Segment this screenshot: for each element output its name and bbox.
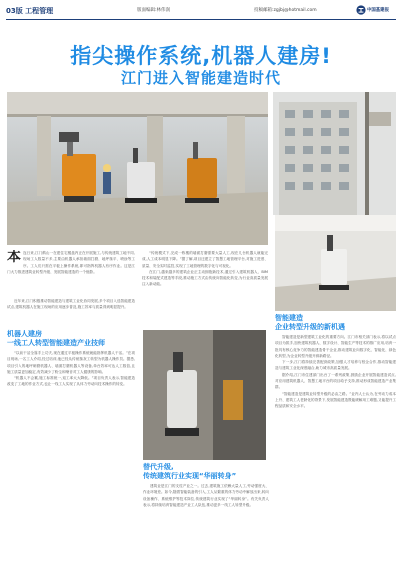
paragraph: 近年来,江门积极推动智能建造与建筑工业化协同发展,多个项目入选智能建造试点,建筑机器人在施工现场的应用逐步普及,施工效率与质量得到明显提升。	[7, 299, 135, 310]
column-1-section-text	[7, 350, 135, 470]
paragraph: 下一步,江门将持续完善配套政策,加强人才培养与校企合作,推动智能建造与建筑工业化深度融合,助力城市高质量发展。	[275, 360, 396, 371]
section-1-title: 机器人建房	[7, 330, 42, 338]
section-3-subtitle: 传统建筑行业实现“华丽转身”	[143, 471, 237, 480]
paragraph: 智能建造是新型建筑工业化的重要方向。江门市相关部门表示,将以试点项目为抓手,加快建筑机器人、数字设计、智能生产等技术的推广应用,培育一批具有核心竞争力的智能建造骨干企业,推动建筑业向数字化、智能化、绿色化转型,为企业转型升级开辟新路径。	[275, 335, 396, 358]
section-2-subtitle: 企业转型升级的新机遇	[275, 322, 345, 331]
paragraph: 在江门,越来越多的建筑企业正主动拥抱新技术,通过引入建筑机器人、BIM技术和装配式建造等手段,推动施工方式由传统向智能化转变,为行业高质量发展注入新动能。	[142, 269, 268, 287]
submission-email: 投稿邮箱:zgjbj@hotmail.com	[254, 8, 317, 13]
section-1-subtitle: 一线工人转型智能建造产业技师	[7, 338, 105, 347]
intro-paragraph: 连日来,江门鹤山一在建住宅楼盘内正在开展施工,与传统建筑工地不同,现场工人数量不多,主要由机器人承担墙面打磨、地坪抹平、喷涂等工序。工人们只需在平板上操作系统,即可指挥机器人有序作业。这是江门大力推进建筑业转型升级、发展智能建造的一个缩影。	[7, 251, 135, 274]
section-3-heading	[143, 463, 271, 480]
section-2-title: 智能建造	[275, 314, 303, 322]
logo-text: 中国基建报	[367, 8, 389, 13]
column-1-p2	[7, 298, 135, 328]
section-2-heading	[275, 314, 396, 331]
article-subtitle: 江门进入智能建造时代	[120, 69, 281, 87]
logo-emblem-icon	[356, 5, 366, 15]
paragraph: “机器人不会累,施工标准统一,返工率大大降低。”项目负责人表示,智能建造改变了工地的作业方式,也让一线工人实现了从体力劳动向技术操作的转变。	[7, 376, 135, 387]
paragraph: “智能建造是建筑业转型升级的必由之路。”业内人士认为,在劳动力成本上升、建筑工人老龄化的背景下,发展智能建造既能缓解用工难题,又能提升工程品质和安全水平。	[275, 391, 396, 409]
header-divider	[6, 19, 396, 20]
side-photo-building	[273, 92, 396, 215]
paragraph: 据介绍,江门市住建部门出台了一系列政策,鼓励企业开展智能建造试点,对应用建筑机器人、智慧工地平台的项目给予支持,推动形成智能建造产业集群。	[275, 372, 396, 390]
main-photo-construction-robots	[7, 92, 268, 245]
column-2-section-text	[143, 483, 269, 561]
article-title: 指尖操作系统,机器人建房!	[70, 44, 332, 68]
column-1-intro	[7, 250, 135, 298]
newspaper-logo	[356, 4, 396, 18]
editor-credit: 版面编辑:林伟润	[137, 8, 171, 13]
section-3-title: 替代升级,	[143, 463, 174, 471]
dropcap: 本	[7, 250, 21, 265]
column-2-text	[142, 250, 268, 328]
section-tag: 03版 工程管理	[6, 7, 54, 15]
paragraph: “以前干活全靠手上功夫,现在通过平板操作系统就能指挥机器人干活。”在项目现场,一名工人介绍,经过培训,他已经从传统抹灰工转型为机器人操作员。据悉,项目引入的地坪研磨机器人、墙面打磨机器人等设备,单台效率可达人工数倍,且施工质量更加稳定,有效减少了粉尘和噪音对工人健康的影响。	[7, 351, 135, 374]
photo-wall-robot	[143, 330, 266, 460]
section-1-heading	[7, 330, 135, 347]
column-3-section-text	[275, 334, 396, 560]
paragraph: “传统模式下,完成一栋楼的墙面打磨需要大量人工,现在几台机器人就能完成,人工成本明显下降。”据了解,项目还建立了智慧工地管理平台,对施工进度、质量、安全实时监控,实现了工地管理的数字化与可视化。	[142, 251, 268, 268]
photo-indoor-robot	[275, 215, 396, 311]
paragraph: 建筑业是江门的支柱产业之一。过去,建筑施工依赖大量人工,劳动强度大、作业环境差。如今,随着智能装备的引入,工人从繁重的体力劳动中解放出来,转向设备操作、系统维护等技术岗位,传统建筑行业实现了“华丽转身”。有关负责人表示,将持续培育智能建造产业工人队伍,推动更多一线工人转型升级。	[143, 484, 269, 507]
